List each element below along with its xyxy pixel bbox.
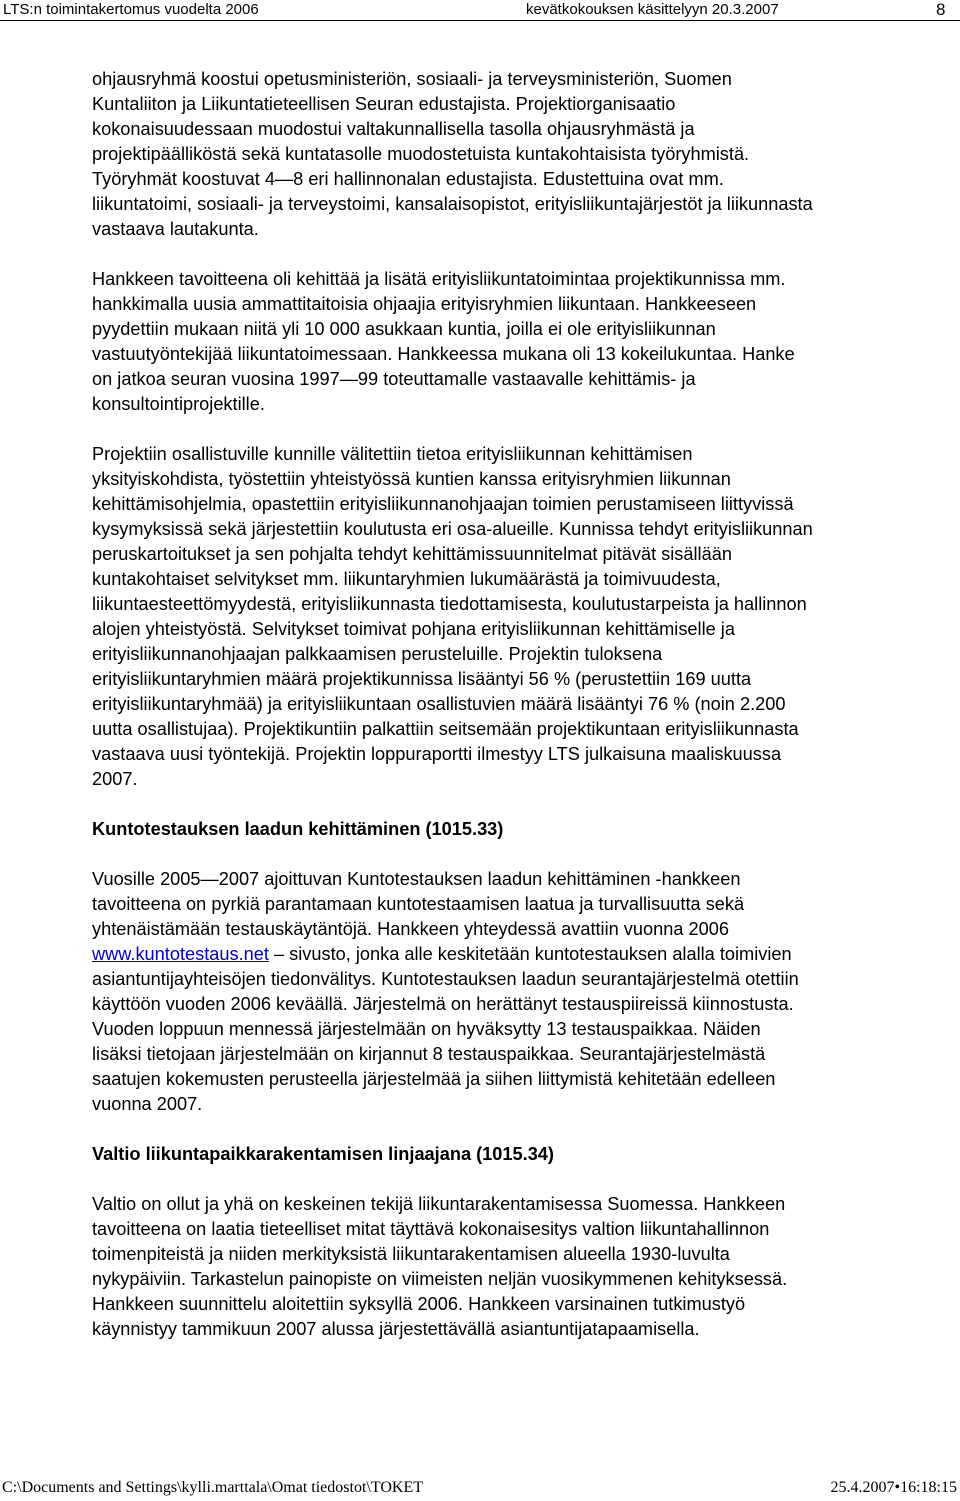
text-line: alojen yhteistyöstä. Selvitykset toimivat pohjana erityisliikunnan kehittämiselle ja — [92, 619, 735, 639]
text-line: Hankkeen suunnittelu aloitettiin syksyllä 2006. Hankkeen varsinainen tutkimustyö — [92, 1294, 746, 1314]
text-line: Projektiin osallistuville kunnille välitettiin tietoa erityisliikunnan kehittämisen — [92, 444, 693, 464]
text-line: uutta osallistujaa). Projektikuntiin palkattiin seitsemään projektikuntaan erityisliikunnasta — [92, 719, 799, 739]
text-line: ohjausryhmä koostui opetusministeriön, sosiaali- ja terveysministeriön, Suomen — [92, 69, 732, 89]
footer-file-path: C:\Documents and Settings\kylli.marttala\Omat tiedostot\TOKET — [2, 1479, 423, 1496]
text-line: tavoitteena on pyrkiä parantamaan kuntotestaamisen laatua ja turvallisuutta sekä — [92, 894, 745, 914]
text-line: kysymyksissä sekä järjestettiin koulutusta eri osa-alueille. Kunnissa tehdyt erityisliikunnan — [92, 519, 813, 539]
page-header — [0, 0, 960, 22]
paragraph-spacer — [92, 792, 958, 817]
link-trailing-text: – sivusto, jonka alle keskitetään kuntotestauksen alalla toimivien — [268, 944, 792, 964]
section-heading-kuntotestaus: Kuntotestauksen laadun kehittäminen (1015.33) — [92, 819, 504, 839]
text-line: käyttöön vuoden 2006 keväällä. Järjestelmä on herättänyt testauspiireissä kiinnostusta. — [92, 994, 794, 1014]
text-line: vuonna 2007. — [92, 1094, 203, 1114]
section-heading-valtio: Valtio liikuntapaikkarakentamisen linjaajana (1015.34) — [92, 1144, 554, 1164]
paragraph-spacer — [92, 842, 958, 867]
text-line: tavoitteena on laatia tieteelliset mitat täyttävä kokonaisesitys valtion liikuntahallinnon — [92, 1219, 770, 1239]
text-line: kehittämisohjelmia, opastettiin erityisliikunnanohjaajan toimien perustamiseen liittyvissä — [92, 494, 794, 514]
kuntotestaus-link[interactable]: www.kuntotestaus.net — [92, 944, 269, 964]
text-line: erityisliikuntaryhmää) ja erityisliikuntaan osallistuvien määrä lisääntyi 76 % (noin 2.200 — [92, 694, 786, 714]
text-line: lisäksi tietojaan järjestelmään on kirjannut 8 testauspaikkaa. Seurantajärjestelmästä — [92, 1044, 766, 1064]
text-line: konsultointiprojektille. — [92, 394, 265, 414]
text-line: Valtio on ollut ja yhä on keskeinen tekijä liikuntarakentamisessa Suomessa. Hankkeen — [92, 1194, 786, 1214]
text-line: erityisliikunnanohjaajan palkkaamisen perusteluille. Projektin tuloksena — [92, 644, 663, 664]
text-line: on jatkoa seuran vuosina 1997—99 toteuttamalle vastaavalle kehittämis- ja — [92, 369, 696, 389]
text-line: yhtenäistämään testauskäytäntöjä. Hankkeen yhteydessä avattiin vuonna 2006 — [92, 919, 729, 939]
paragraph-spacer — [92, 1167, 958, 1192]
document-body — [92, 67, 958, 1342]
text-line: nykypäiviin. Tarkastelun painopiste on viimeisten neljän vuosikymmenen kehityksessä. — [92, 1269, 788, 1289]
paragraph-spacer — [92, 1117, 958, 1142]
header-document-title: LTS:n toimintakertomus vuodelta 2006 — [3, 1, 259, 18]
text-line: peruskartoitukset ja sen pohjalta tehdyt kehittämissuunnitelmat pitävät sisällään — [92, 544, 732, 564]
paragraph-1 — [92, 67, 958, 242]
text-line: yksityiskohdista, työstettiin yhteistyössä kuntien kanssa erityisryhmien liikunnan — [92, 469, 731, 489]
paragraph-spacer — [92, 242, 958, 267]
text-line: vastuutyöntekijää liikuntatoimessaan. Hankkeessa mukana oli 13 kokeilukuntaa. Hanke — [92, 344, 795, 364]
text-line: Työryhmät koostuvat 4—8 eri hallinnonalan edustajista. Edustettuina ovat mm. — [92, 169, 724, 189]
paragraph-spacer — [92, 417, 958, 442]
text-line: saatujen kokemusten perusteella järjestelmää ja siihen liittymistä kehitetään edelleen — [92, 1069, 776, 1089]
paragraph-4 — [92, 867, 958, 1117]
header-meeting-note: kevätkokouksen käsittelyyn 20.3.2007 — [526, 1, 779, 18]
paragraph-5 — [92, 1192, 958, 1342]
text-line: erityisliikuntaryhmien määrä projektikunnissa lisääntyi 56 % (perustettiin 169 uutta — [92, 669, 752, 689]
text-line: käynnistyy tammikuun 2007 alussa järjestettävällä asiantuntijatapaamisella. — [92, 1319, 700, 1339]
text-line: Kuntaliiton ja Liikuntatieteellisen Seuran edustajista. Projektiorganisaatio — [92, 94, 676, 114]
text-line: Hankkeen tavoitteena oli kehittää ja lisätä erityisliikuntatoimintaa projektikunnissa mm. — [92, 269, 786, 289]
text-line: vastaava lautakunta. — [92, 219, 259, 239]
text-line: asiantuntijayhteisöjen tiedonvälitys. Kuntotestauksen laadun seurantajärjestelmä otettiin — [92, 969, 799, 989]
text-line: 2007. — [92, 769, 138, 789]
text-line: toimenpiteistä ja niiden merkityksistä liikuntarakentamisen alueella 1930-luvulta — [92, 1244, 730, 1264]
text-line: kokonaisuudessaan muodostui valtakunnallisella tasolla ohjausryhmästä ja — [92, 119, 695, 139]
text-line: kuntakohtaiset selvitykset mm. liikuntaryhmien lukumäärästä ja toimivuudesta, — [92, 569, 721, 589]
footer-timestamp: 25.4.2007•16:18:15 — [830, 1479, 957, 1496]
text-line: Vuosille 2005—2007 ajoittuvan Kuntotestauksen laadun kehittäminen -hankkeen — [92, 869, 741, 889]
text-line: projektipäälliköstä sekä kuntatasolle muodostetuista kuntakohtaisista työryhmistä. — [92, 144, 750, 164]
text-line: liikuntatoimi, sosiaali- ja terveystoimi, kansalaisopistot, erityisliikuntajärjestöt ja liikunnasta — [92, 194, 813, 214]
text-line: pyydettiin mukaan niitä yli 10 000 asukkaan kuntia, joilla ei ole erityisliikunnan — [92, 319, 716, 339]
text-line: vastaava uusi työntekijä. Projektin loppuraportti ilmestyy LTS julkaisuna maaliskuussa — [92, 744, 782, 764]
paragraph-3 — [92, 442, 958, 792]
text-line: liikuntaesteettömyydestä, erityisliikunnasta tiedottamisesta, koulutustarpeista ja hallinnon — [92, 594, 807, 614]
text-line-with-link — [92, 942, 958, 967]
header-rule — [0, 20, 960, 21]
text-line: Vuoden loppuun mennessä järjestelmään on hyväksytty 13 testauspaikkaa. Näiden — [92, 1019, 761, 1039]
paragraph-2 — [92, 267, 958, 417]
page-number: 8 — [936, 0, 946, 19]
text-line: hankkimalla uusia ammattitaitoisia ohjaajia erityisryhmien liikuntaan. Hankkeeseen — [92, 294, 757, 314]
